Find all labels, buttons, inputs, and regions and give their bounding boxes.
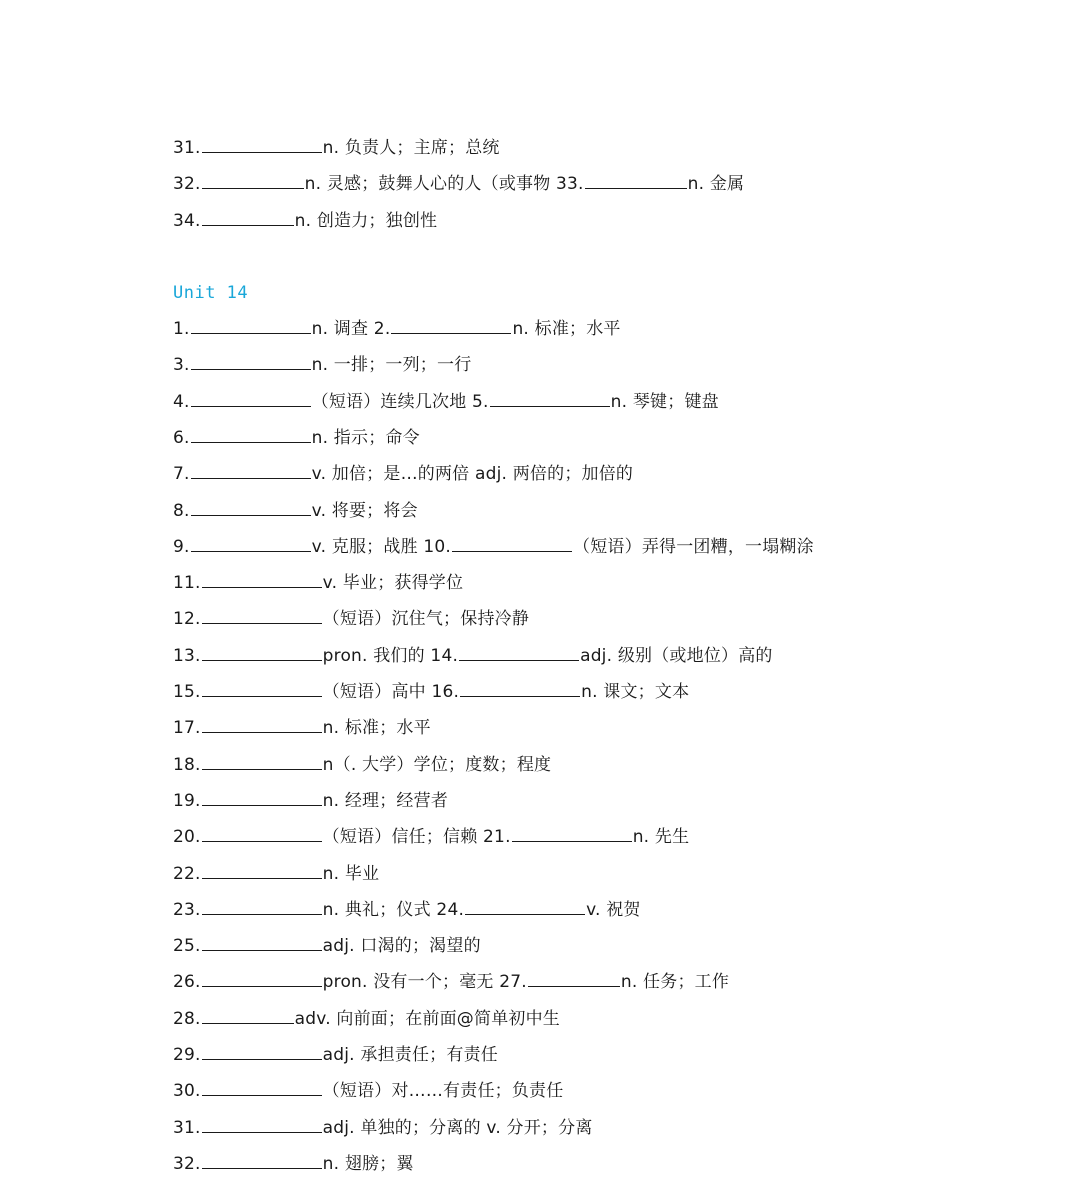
vocab-item <box>173 462 633 485</box>
definition-text: n. 经理；经营者 <box>322 790 449 811</box>
vocab-item <box>173 934 481 957</box>
vocab-item <box>173 209 437 232</box>
item-number: 20. <box>173 827 201 848</box>
definition-text: pron. 没有一个；毫无 27. <box>322 972 527 993</box>
vocab-item <box>173 1043 498 1066</box>
definition-text: adj. 承担责任；有责任 <box>322 1045 498 1065</box>
vocab-item <box>173 1116 593 1139</box>
item-number: 22. <box>173 863 201 884</box>
answer-blank[interactable] <box>585 172 687 189</box>
item-number: 9. <box>173 536 190 557</box>
answer-blank[interactable] <box>460 680 580 697</box>
vocab-item <box>173 970 729 993</box>
item-number: 25. <box>173 936 201 957</box>
answer-blank[interactable] <box>191 535 311 552</box>
answer-blank[interactable] <box>512 825 632 842</box>
vocab-item <box>173 607 529 630</box>
item-number: 30. <box>173 1081 201 1102</box>
answer-blank[interactable] <box>459 644 579 661</box>
answer-blank[interactable] <box>191 390 311 407</box>
item-number: 13. <box>173 645 201 666</box>
vocab-item <box>173 426 420 449</box>
vocab-item <box>173 317 621 340</box>
definition-text: v. 将要；将会 <box>311 500 418 521</box>
item-number: 23. <box>173 899 201 920</box>
answer-blank[interactable] <box>202 1116 322 1133</box>
answer-blank[interactable] <box>465 898 585 915</box>
definition-text: n（. 大学）学位；度数；程度 <box>322 754 552 775</box>
vocab-item <box>173 753 551 776</box>
answer-blank[interactable] <box>202 862 322 879</box>
definition-text: （短语）连续几次地 5. <box>311 391 489 412</box>
definition-text: n. 毕业 <box>322 863 380 884</box>
definition-text: n. 标准；水平 <box>322 718 431 739</box>
definition-text: n. 先生 <box>632 827 690 848</box>
definition-text: n. 典礼；仪式 24. <box>322 899 465 920</box>
answer-blank[interactable] <box>191 426 311 443</box>
definition-text: （短语）对……有责任；负责任 <box>322 1081 564 1102</box>
item-number: 8. <box>173 500 190 521</box>
answer-blank[interactable] <box>191 317 311 334</box>
answer-blank[interactable] <box>202 934 322 951</box>
item-number: 26. <box>173 972 201 993</box>
item-number: 1. <box>173 319 190 339</box>
answer-blank[interactable] <box>202 172 304 189</box>
definition-text: n. 标准；水平 <box>512 319 621 339</box>
definition-text: adj. 单独的；分离的 v. 分开；分离 <box>322 1117 593 1138</box>
vocab-item <box>173 898 641 921</box>
answer-blank[interactable] <box>202 1152 322 1169</box>
definition-text: （短语）信任；信赖 21. <box>322 827 511 848</box>
definition-text: pron. 我们的 14. <box>322 645 459 666</box>
answer-blank[interactable] <box>202 571 322 588</box>
definition-text: n. 琴键；键盘 <box>610 391 719 412</box>
definition-text: n. 课文；文本 <box>581 682 690 702</box>
answer-blank[interactable] <box>202 209 294 226</box>
definition-text: （短语）高中 16. <box>322 682 460 702</box>
vocab-item <box>173 390 719 413</box>
answer-blank[interactable] <box>202 607 322 624</box>
item-number: 32. <box>173 174 201 195</box>
definition-text: n. 任务；工作 <box>620 972 730 993</box>
item-number: 19. <box>173 790 201 811</box>
answer-blank[interactable] <box>191 462 311 479</box>
answer-blank[interactable] <box>202 1043 322 1060</box>
answer-blank[interactable] <box>490 390 610 407</box>
answer-blank[interactable] <box>202 753 322 770</box>
answer-blank[interactable] <box>452 535 572 552</box>
definition-text: n. 创造力；独创性 <box>294 210 438 231</box>
vocab-item <box>173 172 744 195</box>
answer-blank[interactable] <box>202 136 322 153</box>
definition-text: adj. 级别（或地位）高的 <box>580 645 773 666</box>
item-number: 6. <box>173 427 190 448</box>
vocab-item <box>173 1007 560 1030</box>
item-number: 11. <box>173 573 201 594</box>
answer-blank[interactable] <box>191 499 311 516</box>
definition-text: n. 调查 2. <box>311 319 391 339</box>
vocab-item <box>173 353 471 376</box>
vocab-item <box>173 680 689 703</box>
definition-text: n. 指示；命令 <box>311 427 420 448</box>
definition-text: adv. 向前面；在前面@简单初中生 <box>294 1008 560 1029</box>
answer-blank[interactable] <box>202 825 322 842</box>
definition-text: adj. 口渴的；渴望的 <box>322 936 481 957</box>
item-number: 29. <box>173 1045 201 1065</box>
item-number: 4. <box>173 391 190 412</box>
vocab-item <box>173 716 431 739</box>
vocab-item <box>173 825 689 848</box>
vocab-item <box>173 499 418 522</box>
definition-text: v. 克服；战胜 10. <box>311 536 452 557</box>
item-number: 32. <box>173 1153 201 1174</box>
definition-text: （短语）弄得一团糟，一塌糊涂 <box>573 536 814 557</box>
item-number: 34. <box>173 210 201 231</box>
vocab-item <box>173 1079 563 1102</box>
answer-blank[interactable] <box>202 716 322 733</box>
answer-blank[interactable] <box>191 353 311 370</box>
unit-heading: Unit 14 <box>173 283 249 303</box>
vocab-item <box>173 644 773 667</box>
item-number: 3. <box>173 355 190 376</box>
item-number: 31. <box>173 1117 201 1138</box>
definition-text: n. 灵感；鼓舞人心的人（或事物 33. <box>304 174 584 195</box>
item-number: 17. <box>173 718 201 739</box>
vocab-item <box>173 571 463 594</box>
vocab-item <box>173 1152 414 1175</box>
vocab-item <box>173 136 500 159</box>
answer-blank[interactable] <box>202 970 322 987</box>
answer-blank[interactable] <box>202 1079 322 1096</box>
answer-blank[interactable] <box>202 789 322 806</box>
definition-text: n. 一排；一列；一行 <box>311 355 472 376</box>
item-number: 15. <box>173 682 201 702</box>
answer-blank[interactable] <box>202 644 322 661</box>
answer-blank[interactable] <box>528 970 620 987</box>
answer-blank[interactable] <box>202 1007 294 1024</box>
definition-text: v. 加倍；是…的两倍 adj. 两倍的；加倍的 <box>311 464 634 485</box>
definition-text: n. 翅膀；翼 <box>322 1153 414 1174</box>
item-number: 12. <box>173 609 201 630</box>
answer-blank[interactable] <box>391 317 511 334</box>
vocab-item <box>173 535 814 558</box>
definition-text: v. 毕业；获得学位 <box>322 573 464 594</box>
item-number: 18. <box>173 754 201 775</box>
item-number: 7. <box>173 464 190 485</box>
definition-text: n. 金属 <box>687 174 745 195</box>
item-number: 28. <box>173 1008 201 1029</box>
vocab-item <box>173 789 448 812</box>
vocab-item <box>173 862 379 885</box>
answer-blank[interactable] <box>202 898 322 915</box>
definition-text: v. 祝贺 <box>586 899 641 920</box>
answer-blank[interactable] <box>202 680 322 697</box>
item-number: 31. <box>173 138 201 158</box>
definition-text: n. 负责人；主席；总统 <box>322 138 500 158</box>
definition-text: （短语）沉住气；保持冷静 <box>322 609 530 630</box>
